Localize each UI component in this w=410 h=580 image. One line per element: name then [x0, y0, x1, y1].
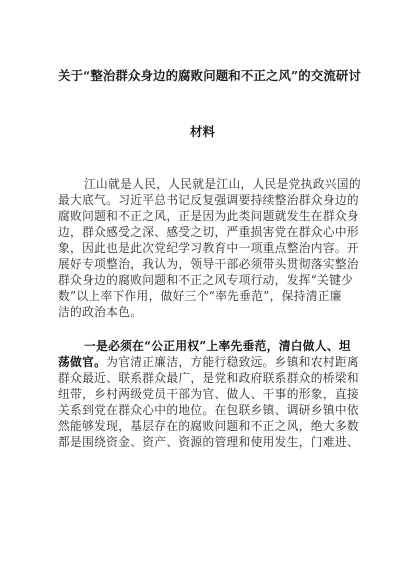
paragraph-1-line-6: 展好专项整治，我认为，领导干部必须带头贯彻落实整治: [58, 257, 359, 271]
paragraph-2-line-3: 群众最近、联系群众最广，是党和政府联系群众的桥梁和: [58, 371, 359, 385]
paragraph-1-line-4: 边，群众感受之深、感受之切，严重损害党在群众心中形: [58, 225, 359, 239]
paragraph-1-line-3: 腐败问题和不正之风，正是因为此类问题就发生在群众身: [58, 209, 359, 223]
paragraph-2-line-5: 关系到党在群众心中的地位。在包联乡镇、调研乡镇中依: [58, 403, 359, 417]
paragraph-2-heading-line-1: 一是必须在“公正用权”上率先垂范，清白做人、坦: [84, 339, 351, 353]
paragraph-1-line-1: 江山就是人民，人民就是江山，人民是党执政兴国的: [84, 177, 361, 191]
paragraph-2-line-7: 都是围绕资金、资产、资源的管理和使用发生，门难进、: [58, 435, 359, 449]
document-title-line-2: 材料: [190, 124, 216, 139]
paragraph-2-heading-bold-tail: 荡做官。: [58, 355, 107, 369]
paragraph-2-line-6: 然能够发现，基层存在的腐败问题和不正之风，绝大多数: [58, 419, 359, 433]
paragraph-1-line-5: 象，因此也是此次党纪学习教育中一项重点整治内容。开: [58, 241, 359, 255]
paragraph-1-line-9: 洁的政治本色。: [58, 305, 143, 319]
paragraph-2-line-2: [58, 354, 358, 370]
paragraph-1-line-2: 最大底气。习近平总书记反复强调要持续整治群众身边的: [58, 193, 359, 207]
document-title-line-1: 关于“整治群众身边的腐败问题和不正之风”的交流研讨: [58, 68, 361, 83]
paragraph-2-line-4: 纽带，乡村两级党员干部为官、做人、干事的形象，直接: [58, 387, 359, 401]
paragraph-1-line-8: 数”以上率下作用，做好三个“率先垂范”，保持清正廉: [58, 289, 342, 303]
paragraph-1-line-7: 群众身边的腐败问题和不正之风专项行动，发挥“关键少: [58, 273, 354, 287]
paragraph-2-line-2-text: 为官清正廉洁，方能行稳致远。乡镇和农村距离: [106, 355, 359, 369]
